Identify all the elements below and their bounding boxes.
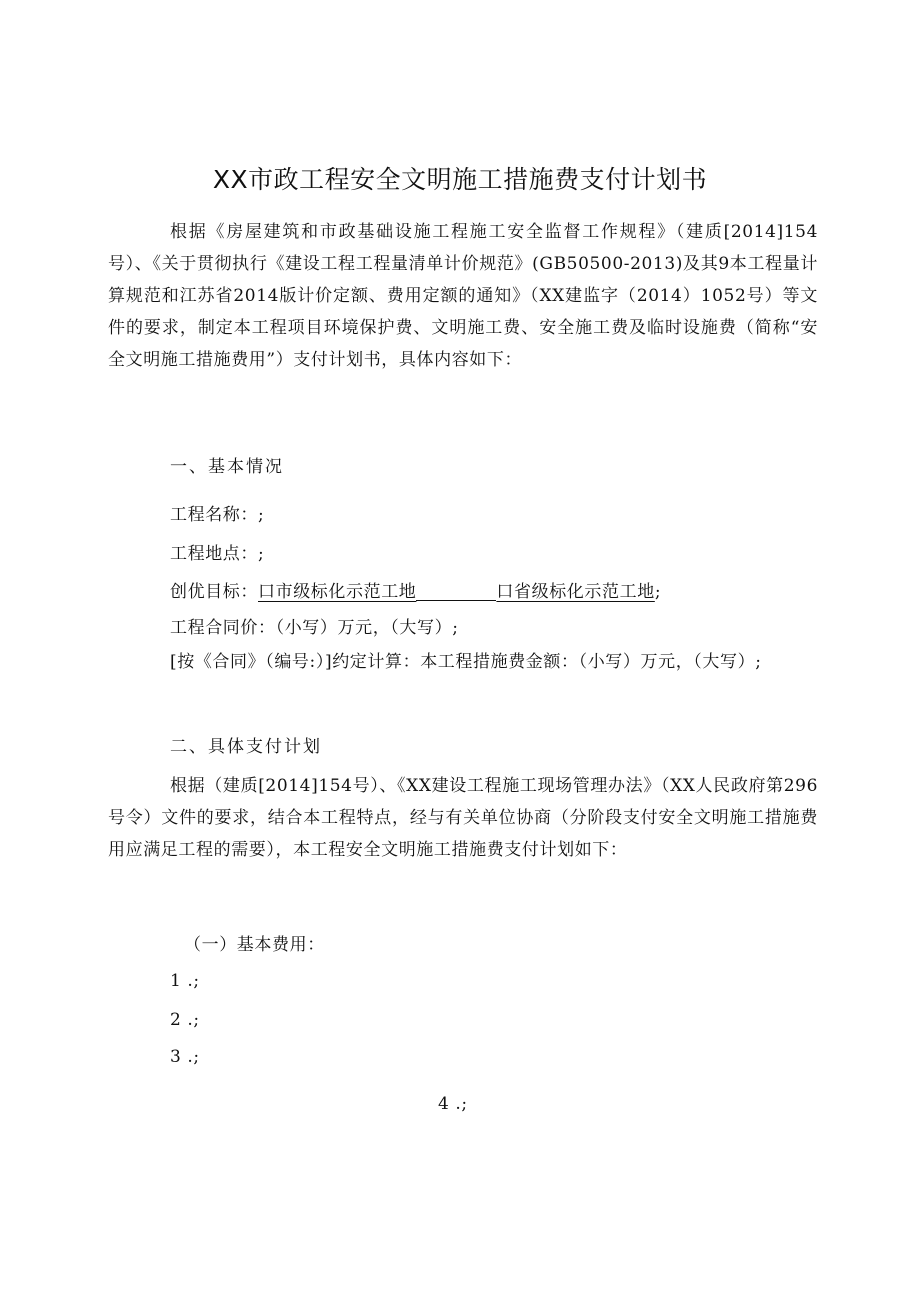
agreement-paragraph: [按《合同》（编号:）]约定计算：本工程措施费金额：（小写）万元，（大写）; (170, 652, 762, 672)
section2-paragraph: 根据（建质[2014]154号）、《XX建设工程施工现场管理办法》（XX人民政府第296号令）文件的要求，结合本工程特点，经与有关单位协商（分阶段支付安全文明施工措施费用应满足工程的需要），本工程安全文明施工措施费支付计划如下： (108, 776, 818, 860)
list-item: 1 .; (170, 971, 200, 991)
goal-label: 创优目标： (170, 582, 258, 602)
list-item: 4 .; (438, 1094, 468, 1114)
project-name-line: 工程名称：; (170, 505, 265, 525)
goal-option-province: 口省级标化示范工地 (496, 582, 655, 602)
contract-price-line: 工程合同价：（小写）万元，（大写）; (170, 618, 459, 638)
project-location-line: 工程地点：; (170, 544, 265, 564)
goal-line (170, 577, 661, 602)
document-title: XX市政工程安全文明施工措施费支付计划书 (212, 165, 708, 194)
goal-underline-gap (416, 599, 496, 601)
list-item: 3 .; (170, 1047, 200, 1067)
section1-heading: 一、基本情况 (170, 457, 284, 477)
section2-heading: 二、具体支付计划 (170, 737, 322, 757)
goal-end: ; (654, 582, 662, 602)
list-item: 2 .; (170, 1010, 200, 1030)
intro-paragraph: 根据《房屋建筑和市政基础设施工程施工安全监督工作规程》（建质[2014]154号）、《关于贯彻执行《建设工程工程量清单计价规范》(GB50500-2013)及其9本工程量计算规范和江苏省2014版计价定额、费用定额的通知》（XX建监字（2014）1052号）等文件的要求，制定本工程项目环境保护费、文明施工费、安全施工费及临时设施费（简称“安全文明施工措施费用”）支付计划书，具体内容如下： (108, 222, 818, 370)
basic-fee-subheading: （一）基本费用： (184, 935, 325, 955)
goal-option-city: 口市级标化示范工地 (258, 582, 417, 602)
